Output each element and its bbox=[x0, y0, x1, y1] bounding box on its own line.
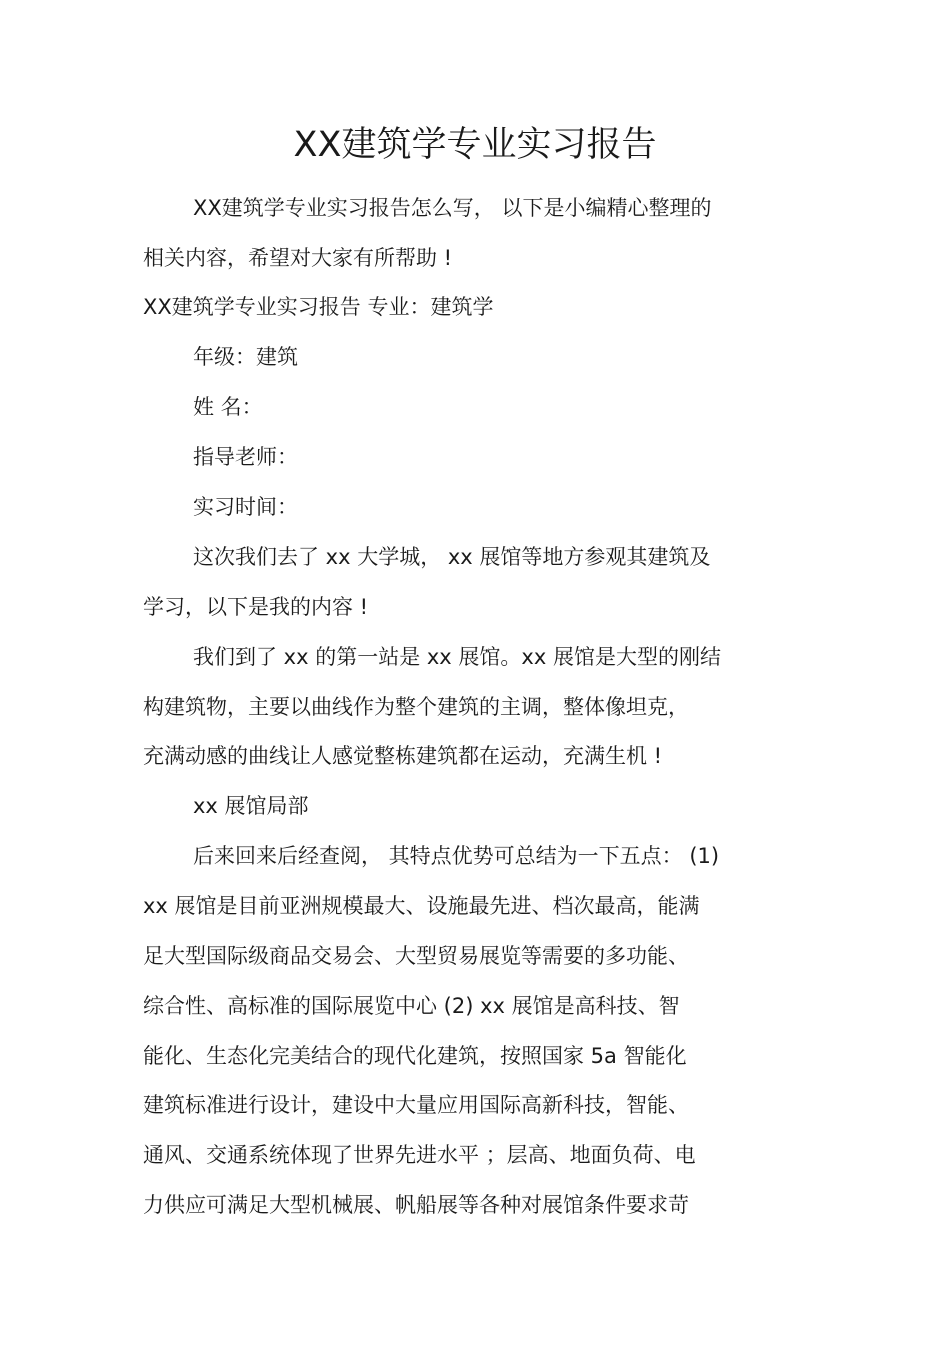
paragraph-line: 后来回来后经查阅， 其特点优势可总结为一下五点： (1) bbox=[193, 844, 720, 868]
paragraph-line: 相关内容，希望对大家有所帮助 ! bbox=[143, 246, 453, 270]
paragraph-line: 年级：建筑 bbox=[193, 345, 298, 369]
paragraph-line: 通风、交通系统体现了世界先进水平 ；层高、地面负荷、电 bbox=[143, 1143, 696, 1167]
paragraph-line: 姓 名： bbox=[193, 395, 263, 419]
paragraph-line: xx 展馆是目前亚洲规模最大、设施最先进、档次最高，能满 bbox=[143, 894, 700, 918]
paragraph-line: 学习，以下是我的内容 ! bbox=[143, 595, 369, 619]
paragraph-line: 指导老师： bbox=[193, 445, 298, 469]
paragraph-line: xx 展馆局部 bbox=[193, 794, 309, 818]
paragraph-line: 综合性、高标准的国际展览中心 (2) xx 展馆是高科技、智 bbox=[143, 994, 680, 1018]
document-title: XX建筑学专业实习报告 bbox=[293, 125, 657, 165]
paragraph-line: XX建筑学专业实习报告怎么写， 以下是小编精心整理的 bbox=[193, 196, 712, 220]
paragraph-line: XX建筑学专业实习报告 专业：建筑学 bbox=[143, 295, 494, 319]
paragraph-line: 力供应可满足大型机械展、帆船展等各种对展馆条件要求苛 bbox=[143, 1193, 689, 1217]
paragraph-line: 足大型国际级商品交易会、大型贸易展览等需要的多功能、 bbox=[143, 944, 689, 968]
paragraph-line: 这次我们去了 xx 大学城， xx 展馆等地方参观其建筑及 bbox=[193, 545, 711, 569]
paragraph-line: 实习时间： bbox=[193, 495, 298, 519]
paragraph-line: 能化、生态化完美结合的现代化建筑，按照国家 5a 智能化 bbox=[143, 1044, 687, 1068]
paragraph-line: 构建筑物，主要以曲线作为整个建筑的主调，整体像坦克， bbox=[143, 695, 689, 719]
paragraph-line: 建筑标准进行设计，建设中大量应用国际高新科技，智能、 bbox=[143, 1093, 689, 1117]
paragraph-line: 充满动感的曲线让人感觉整栋建筑都在运动，充满生机 ! bbox=[143, 744, 663, 768]
paragraph-line: 我们到了 xx 的第一站是 xx 展馆。xx 展馆是大型的刚结 bbox=[193, 645, 721, 669]
